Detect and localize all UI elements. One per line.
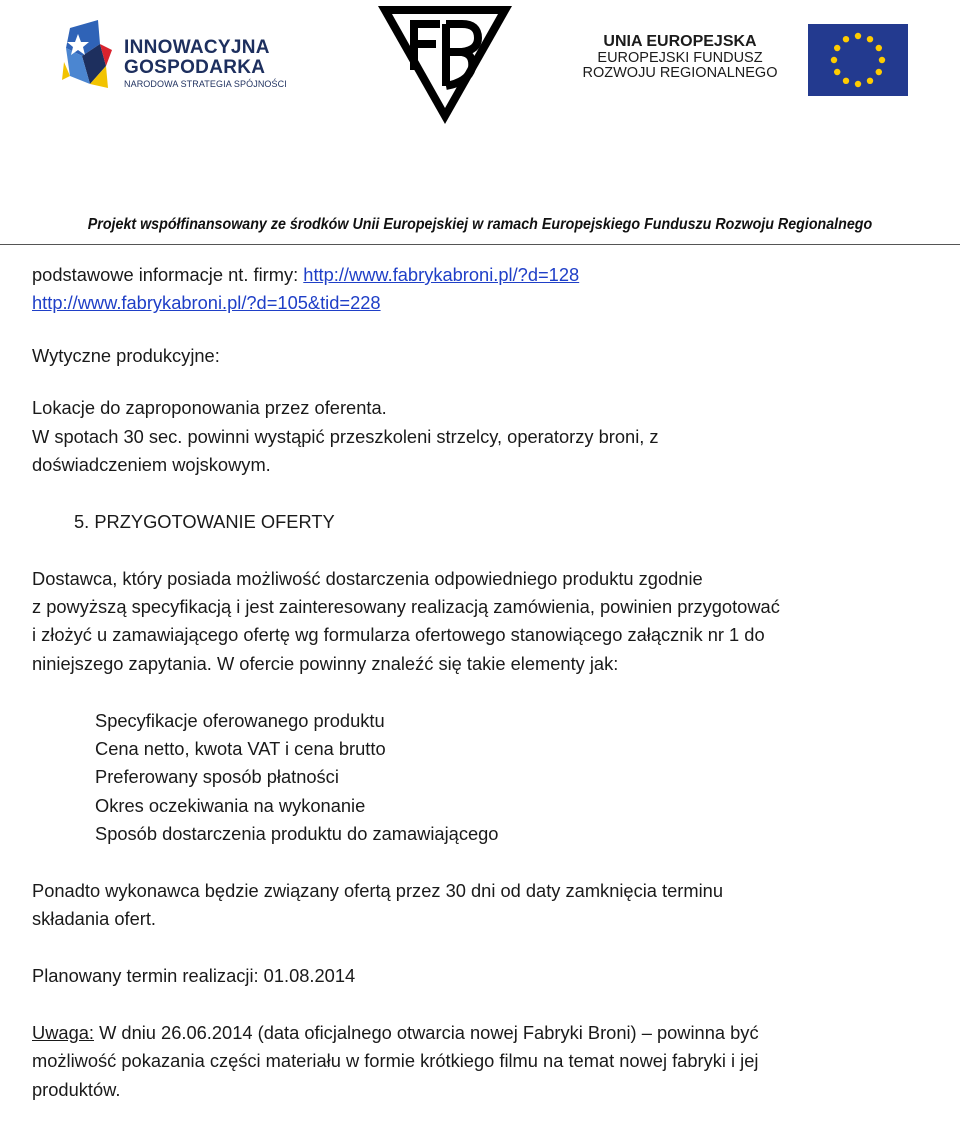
- ig-emblem-icon: [60, 14, 120, 94]
- guidelines-title: Wytyczne produkcyjne:: [32, 344, 220, 366]
- note-label: Uwaga:: [32, 1022, 94, 1044]
- fabryka-broni-logo: [374, 2, 516, 128]
- guidelines-line: W spotach 30 sec. powinni wystąpić przeszkoleni strzelcy, operatorzy broni, z: [32, 425, 659, 447]
- innowacyjna-gospodarka-logo: [60, 14, 290, 94]
- company-link-1[interactable]: http://www.fabrykabroni.pl/?d=128: [303, 264, 580, 285]
- ig-logo-line3: NARODOWA STRATEGIA SPÓJNOŚCI: [124, 79, 287, 89]
- note-line: [32, 1019, 932, 1047]
- note-line: produktów.: [32, 1078, 121, 1100]
- document-body: [32, 261, 932, 1104]
- offer-elements-list: [32, 707, 932, 849]
- offer-paragraph-line: z powyższą specyfikacją i jest zainteresowany realizacją zamówienia, powinien przygotować: [32, 596, 780, 618]
- planned-date: Planowany termin realizacji: 01.08.2014: [32, 965, 356, 987]
- company-link-2[interactable]: http://www.fabrykabroni.pl/?d=105&tid=228: [32, 292, 381, 314]
- header-divider: [0, 244, 960, 245]
- note-line: możliwość pokazania części materiału w formie krótkiego filmu na temat nowej fabryki i jej: [32, 1050, 759, 1072]
- ig-logo-line2: GOSPODARKA: [124, 57, 266, 78]
- list-item: Preferowany sposób płatności: [95, 766, 339, 788]
- list-item: Sposób dostarczenia produktu do zamawiającego: [95, 823, 499, 845]
- offer-paragraph-line: Dostawca, który posiada możliwość dostarczenia odpowiedniego produktu zgodnie: [32, 567, 703, 589]
- binding-paragraph-line: składania ofert.: [32, 908, 156, 930]
- guidelines-line: Lokacje do zaproponowania przez oferenta.: [32, 397, 387, 419]
- note-text: W dniu 26.06.2014 (data oficjalnego otwarcia nowej Fabryki Broni) – powinna być: [94, 1022, 759, 1044]
- project-cofinancing-note: Projekt współfinansowany ze środków Unii Europejskiej w ramach Europejskiego Funduszu Rozwoju Regionalnego: [87, 216, 873, 233]
- offer-paragraph-line: niniejszego zapytania. W ofercie powinny znaleźć się takie elementy jak:: [32, 652, 619, 674]
- company-info-prefix: podstawowe informacje nt. firmy:: [32, 264, 304, 285]
- ue-logo-line2: EUROPEJSKI FUNDUSZ: [597, 49, 763, 66]
- eu-flag-icon: [808, 24, 908, 96]
- fb-shield-icon: [374, 2, 516, 128]
- list-item: Okres oczekiwania na wykonanie: [95, 794, 366, 816]
- ue-logo-line1: UNIA EUROPEJSKA: [603, 33, 757, 50]
- ig-logo-line1: INNOWACYJNA: [124, 37, 270, 58]
- list-item: Specyfikacje oferowanego produktu: [95, 709, 385, 731]
- company-info-line: [32, 261, 932, 289]
- offer-paragraph-line: i złożyć u zamawiającego ofertę wg formularza ofertowego stanowiącego załącznik nr 1 do: [32, 624, 765, 646]
- binding-paragraph-line: Ponadto wykonawca będzie związany ofertą przez 30 dni od daty zamknięcia terminu: [32, 880, 724, 902]
- list-item: Cena netto, kwota VAT i cena brutto: [95, 738, 386, 760]
- company-link-line-2: [32, 289, 932, 317]
- guidelines-line: doświadczeniem wojskowym.: [32, 454, 271, 476]
- page-header: [0, 0, 960, 246]
- ue-logo-line3: ROZWOJU REGIONALNEGO: [582, 65, 778, 82]
- section-title: 5. PRZYGOTOWANIE OFERTY: [74, 510, 335, 532]
- unia-europejska-logo: [572, 10, 922, 118]
